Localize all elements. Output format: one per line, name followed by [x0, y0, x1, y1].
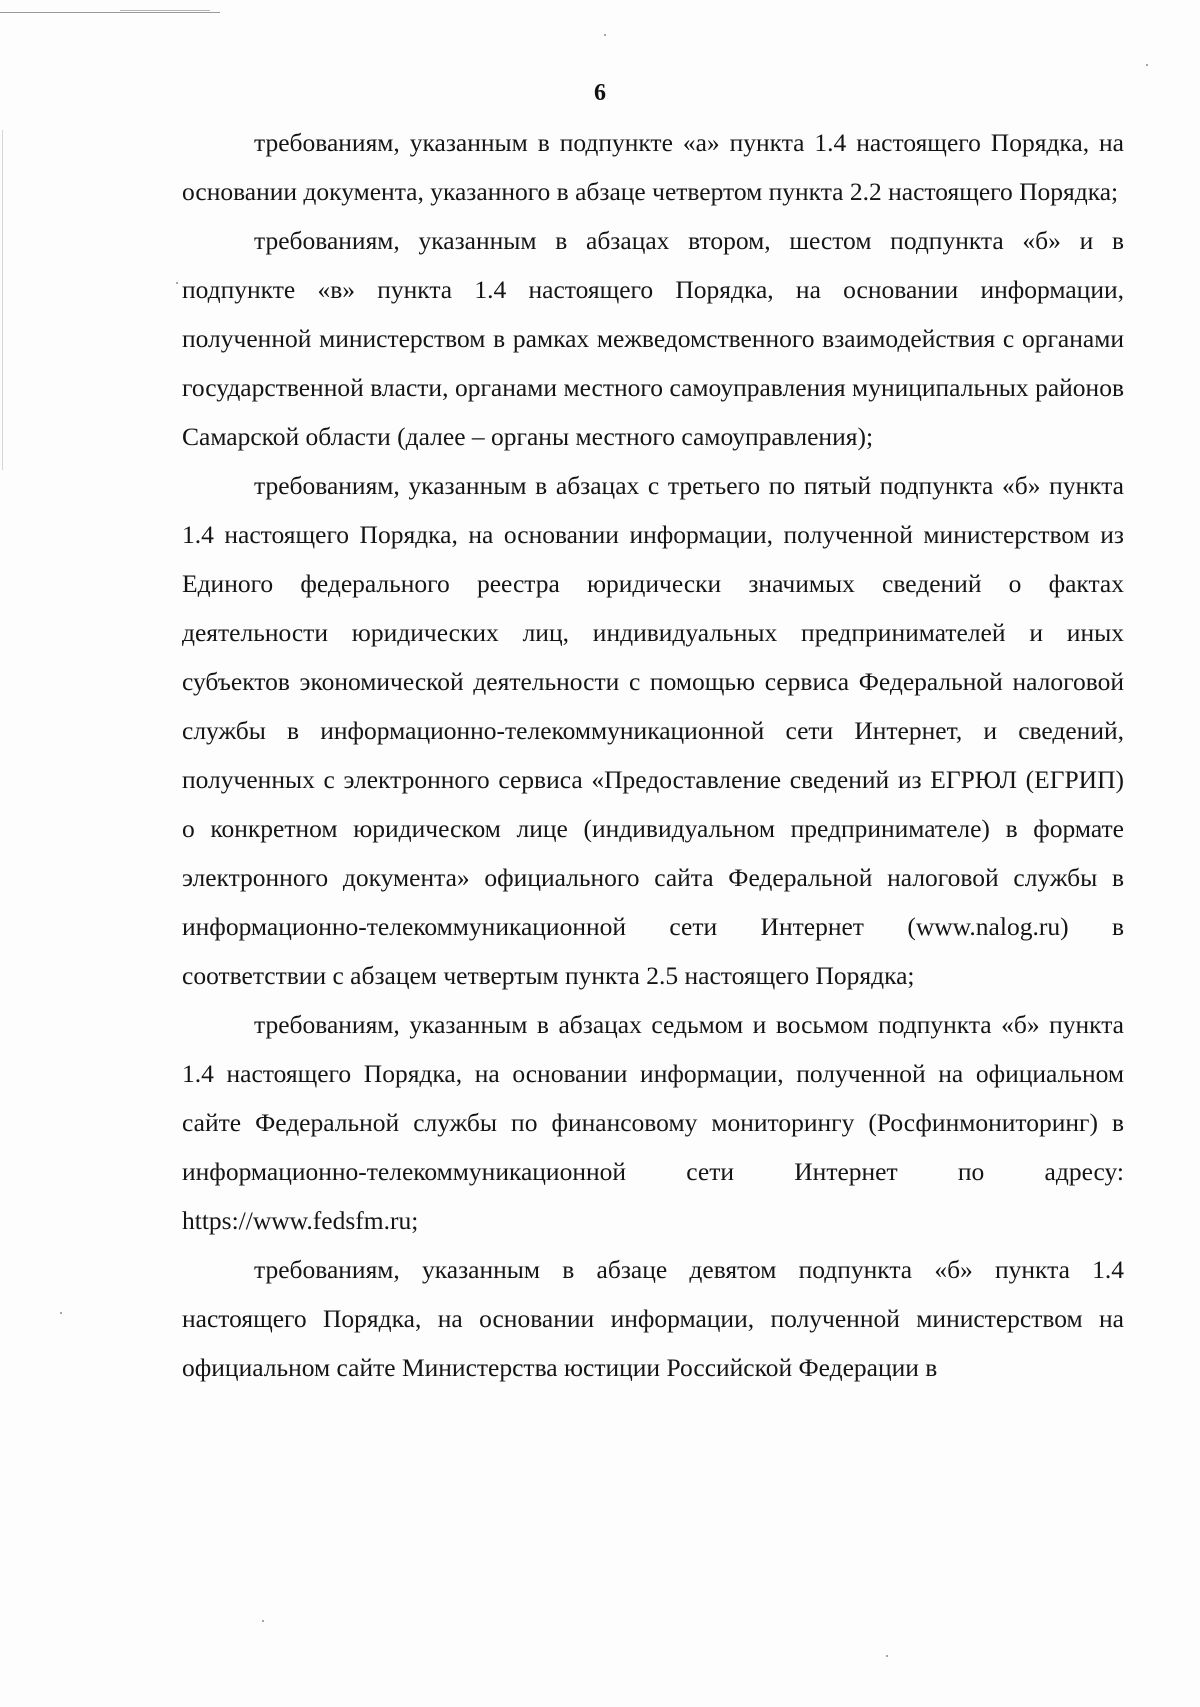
body-text — [182, 118, 1124, 1392]
scan-speck — [262, 1620, 264, 1622]
scan-speck — [1146, 64, 1148, 66]
paragraph: требованиям, указанным в абзацах втором, шестом подпункта «б» и в подпункте «в» пункта 1.4 настоящего Порядка, на основании информации, полученной министерством в рамках межведомственного взаимодействия с органами государственной власти, органами местного самоуправления муниципальных районов Самарской области (далее – органы местного самоуправления); — [182, 226, 1124, 451]
scan-artifact-edge — [2, 130, 3, 470]
scan-speck — [60, 1312, 62, 1314]
page-number: 6 — [594, 80, 606, 106]
paragraph: требованиям, указанным в абзаце девятом подпункта «б» пункта 1.4 настоящего Порядка, на основании информации, полученной министерством на официальном сайте Министерства юстиции Российской Федерации в — [182, 1255, 1124, 1382]
scan-speck — [176, 282, 178, 284]
scan-speck — [886, 1655, 888, 1657]
paragraph: требованиям, указанным в подпункте «а» пункта 1.4 настоящего Порядка, на основании документа, указанного в абзаце четвертом пункта 2.2 настоящего Порядка; — [182, 128, 1124, 206]
scan-artifact-line — [120, 10, 210, 11]
paragraph: требованиям, указанным в абзацах седьмом и восьмом подпункта «б» пункта 1.4 настоящего Порядка, на основании информации, полученной на официальном сайте Федеральной службы по финансовому мониторингу (Росфинмониторинг) в информационно-телекоммуникационной сети Интернет по адресу: https://www.fedsfm.ru; — [182, 1010, 1124, 1235]
paragraph: требованиям, указанным в абзацах с третьего по пятый подпункта «б» пункта 1.4 настоящего Порядка, на основании информации, полученной министерством из Единого федерального реестра юридически значимых сведений о фактах деятельности юридических лиц, индивидуальных предпринимателей и иных субъектов экономической деятельности с помощью сервиса Федеральной налоговой службы в информационно-телекоммуникационной сети Интернет, и сведений, полученных с электронного сервиса «Предоставление сведений из ЕГРЮЛ (ЕГРИП) о конкретном юридическом лице (индивидуальном предпринимателе) в формате электронного документа» официального сайта Федеральной налоговой службы в информационно-телекоммуникационной сети Интернет (www.nalog.ru) в соответствии с абзацем четвертым пункта 2.5 настоящего Порядка; — [182, 471, 1124, 990]
scan-speck — [604, 34, 606, 36]
scan-artifact-line — [0, 12, 220, 13]
